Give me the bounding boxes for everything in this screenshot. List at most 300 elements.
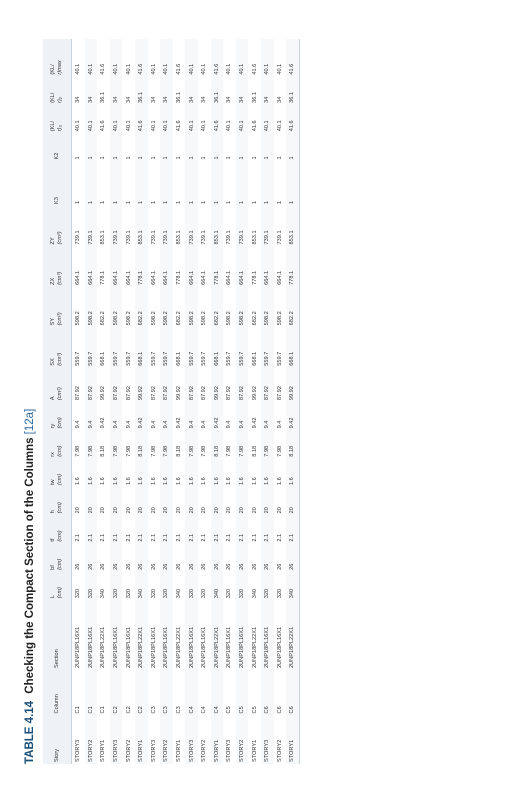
table-cell: 20	[251, 507, 258, 514]
column-header-unit: (cm)	[57, 558, 63, 570]
table-cell: 1	[211, 162, 224, 206]
table-cell: 664.1	[75, 270, 82, 285]
table-cell: 2.1	[185, 515, 198, 543]
table-cell: 87.92	[276, 386, 283, 401]
column-header	[43, 515, 72, 543]
table-cell: 1	[261, 133, 274, 161]
table-cell: 1.6	[226, 477, 233, 486]
column-header	[43, 246, 72, 286]
table-cell: 99.92	[135, 368, 148, 402]
column-header-name: SX	[50, 358, 57, 366]
table-cell: 739.1	[201, 230, 208, 245]
table-cell: 9.4	[201, 420, 208, 429]
table-cell: 1.6	[110, 459, 123, 487]
table-cell: 1.6	[211, 459, 224, 487]
header-row	[43, 39, 72, 764]
table-cell: 1	[226, 200, 233, 204]
table-cell: 598.2	[150, 311, 157, 326]
table-cell: 26	[160, 544, 173, 572]
table-cell: 320	[150, 588, 157, 599]
table-cell: 20	[226, 507, 233, 514]
table-cell: 598.2	[125, 311, 132, 326]
table-cell: 559.7	[261, 327, 274, 367]
table-cell: 40.1	[276, 120, 283, 132]
table-cell: 664.1	[185, 246, 198, 286]
table-cell: 2.1	[201, 533, 208, 542]
table-row	[122, 39, 135, 764]
table-cell: 1	[75, 200, 82, 204]
table-cell: 87.92	[85, 368, 98, 402]
table-cell: 34	[75, 96, 82, 103]
table-cell: 664.1	[261, 246, 274, 286]
table-cell: 1.6	[201, 477, 208, 486]
table-cell: 40.1	[261, 105, 274, 133]
table-cell: 668.1	[135, 327, 148, 367]
table-cell: 20	[160, 487, 173, 515]
table-cell: 20	[276, 507, 283, 514]
table-cell: 20	[211, 487, 224, 515]
table-cell: 41.6	[211, 105, 224, 133]
column-header-name: L	[50, 595, 57, 599]
table-cell: STORY1	[211, 715, 224, 764]
table-cell: 9.42	[135, 402, 148, 430]
table-cell: 8.18	[135, 430, 148, 458]
table-cell: 664.1	[110, 246, 123, 286]
column-header-name: (KL/	[50, 92, 57, 103]
table-cell: 1	[85, 133, 98, 161]
table-cell: 668.1	[211, 327, 224, 367]
table-cell: 41.6	[286, 105, 299, 133]
table-cell: 1.6	[185, 459, 198, 487]
table-cell: 1	[236, 133, 249, 161]
table-row	[173, 39, 186, 764]
column-header	[43, 402, 72, 430]
column-header-unit: (cm³)	[57, 231, 63, 245]
table-cell: 87.92	[75, 386, 82, 401]
table-cell: 1	[110, 133, 123, 161]
column-header-unit: r)max	[57, 60, 63, 75]
table-cell: STORY3	[110, 715, 123, 764]
table-cell: 682.2	[211, 287, 224, 327]
table-cell: 26	[286, 544, 299, 572]
table-cell: 36.1	[176, 92, 183, 103]
table-cell: 853.1	[251, 230, 258, 245]
column-header-name: A	[50, 396, 57, 401]
table-cell: 320	[110, 572, 123, 600]
column-header-unit: (cm³)	[57, 352, 63, 366]
table-cell: 87.92	[160, 368, 173, 402]
table-cell: 99.92	[211, 368, 224, 402]
table-cell: 1.6	[150, 477, 157, 486]
table-cell: 9.4	[261, 402, 274, 430]
table-cell: 20	[85, 487, 98, 515]
table-cell: 40.1	[261, 39, 274, 77]
table-cell: 739.1	[150, 230, 157, 245]
table-cell: C2	[125, 706, 132, 714]
table-cell: 87.92	[226, 386, 233, 401]
table-cell: 40.1	[185, 39, 198, 77]
table-cell: 87.92	[110, 368, 123, 402]
table-row	[198, 39, 211, 764]
table-cell: 26	[85, 544, 98, 572]
table-cell: 40.1	[75, 63, 82, 75]
table-cell: 26	[226, 563, 233, 570]
table-cell: 87.92	[125, 386, 132, 401]
table-cell: C5	[236, 670, 249, 716]
table-cell: 340	[176, 588, 183, 599]
table-cell: 853.1	[211, 206, 224, 246]
table-cell: 320	[75, 588, 82, 599]
table-cell: 340	[211, 572, 224, 600]
column-header-unit: (cm)	[57, 530, 63, 542]
table-cell: 1	[176, 156, 183, 160]
column-header-unit: (cm²)	[57, 387, 63, 401]
table-cell: 20	[125, 507, 132, 514]
table-cell: 1	[236, 162, 249, 206]
table-cell: 2UNP18PL16X1	[226, 626, 233, 668]
table-cell: 320	[85, 572, 98, 600]
table-cell: 9.42	[176, 417, 183, 429]
column-header-name: (KL/	[50, 120, 57, 132]
column-header-name: tf	[50, 538, 57, 542]
table-cell: 1.6	[236, 459, 249, 487]
table-cell: 1	[201, 156, 208, 160]
table-cell: 9.4	[236, 402, 249, 430]
table-cell: 34	[201, 96, 208, 103]
table-row	[148, 39, 161, 764]
table-label: TABLE 4.14	[24, 700, 36, 764]
table-cell: 26	[75, 563, 82, 570]
column-header	[43, 287, 72, 327]
table-cell: 1	[185, 133, 198, 161]
column-header	[43, 715, 72, 764]
table-cell: 664.1	[201, 270, 208, 285]
table-cell: 1	[211, 133, 224, 161]
table-cell: 34	[185, 77, 198, 105]
table-cell: STORY1	[176, 739, 183, 762]
table-cell: 20	[110, 487, 123, 515]
table-cell: 1	[276, 200, 283, 204]
table-cell: 41.6	[100, 63, 107, 75]
table-row	[72, 39, 85, 764]
table-cell: C3	[150, 706, 157, 714]
table-cell: 99.92	[100, 386, 107, 401]
table-cell: 26	[236, 544, 249, 572]
table-cell: 87.92	[150, 386, 157, 401]
table-cell: 778.1	[286, 246, 299, 286]
table-cell: 9.4	[276, 420, 283, 429]
table-cell: STORY1	[251, 739, 258, 762]
table-cell: 7.98	[185, 430, 198, 458]
table-cell: 2UNP18PL16X1	[201, 626, 208, 668]
table-cell: 1	[261, 162, 274, 206]
table-cell: 1	[135, 162, 148, 206]
table-cell: STORY2	[276, 739, 283, 762]
column-header-unit: (cm)	[57, 473, 63, 486]
column-header	[43, 368, 72, 402]
table-row	[135, 39, 148, 764]
table-cell: 34	[150, 96, 157, 103]
table-cell: 7.98	[125, 445, 132, 457]
table-cell: STORY3	[261, 715, 274, 764]
table-cell: 1	[150, 200, 157, 204]
table-cell: 1	[286, 133, 299, 161]
table-cell: 2.1	[251, 533, 258, 542]
table-cell: 340	[100, 588, 107, 599]
table-cell: 1	[286, 162, 299, 206]
table-cell: 7.98	[160, 430, 173, 458]
table-cell: 40.1	[85, 39, 98, 77]
table-cell: 2UNP18PL16X1	[110, 600, 123, 670]
table-cell: 320	[236, 572, 249, 600]
table-cell: 320	[226, 588, 233, 599]
table-reference: [12a]	[24, 408, 36, 435]
table-cell: 668.1	[251, 351, 258, 366]
table-cell: STORY1	[100, 739, 107, 762]
table-row	[85, 39, 98, 764]
table-cell: 9.4	[185, 402, 198, 430]
table-cell: 20	[236, 487, 249, 515]
table-cell: 20	[261, 487, 274, 515]
table-cell: STORY1	[286, 715, 299, 764]
table-cell: 1.6	[286, 459, 299, 487]
table-cell: 2.1	[236, 515, 249, 543]
table-cell: 1	[150, 156, 157, 160]
table-cell: 20	[185, 487, 198, 515]
table-cell: 40.1	[226, 63, 233, 75]
table-cell: C5	[251, 706, 258, 714]
table-cell: 41.6	[251, 120, 258, 132]
table-cell: 559.7	[185, 327, 198, 367]
table-cell: 778.1	[211, 246, 224, 286]
table-cell: 853.1	[176, 230, 183, 245]
column-header-name: tw	[50, 479, 57, 486]
table-cell: 8.18	[251, 445, 258, 457]
table-cell: 7.98	[276, 445, 283, 457]
table-cell: 26	[276, 563, 283, 570]
table-cell: STORY2	[201, 739, 208, 762]
table-row	[160, 39, 173, 764]
table-cell: STORY3	[150, 739, 157, 762]
table-cell: 320	[125, 588, 132, 599]
table-cell: 739.1	[226, 230, 233, 245]
table-cell: 2UNP18PL16X1	[261, 600, 274, 670]
table-row	[110, 39, 123, 764]
table-panel	[0, 29, 463, 774]
table-cell: 41.6	[286, 39, 299, 77]
table-title: Checking the Compact Section of the Columns	[24, 437, 36, 694]
column-header	[43, 105, 72, 133]
table-cell: C3	[160, 670, 173, 716]
table-cell: 559.7	[85, 327, 98, 367]
table-cell: 1.6	[176, 477, 183, 486]
table-cell: 99.92	[251, 386, 258, 401]
table-cell: 1	[135, 133, 148, 161]
table-cell: 559.7	[201, 351, 208, 366]
column-header-name: bf	[50, 565, 57, 570]
table-cell: 2.1	[286, 515, 299, 543]
table-cell: 99.92	[176, 386, 183, 401]
column-header-unit: (cm³)	[57, 271, 63, 285]
table-cell: 41.6	[211, 39, 224, 77]
table-cell: 20	[135, 487, 148, 515]
table-cell: 739.1	[85, 206, 98, 246]
table-cell: 668.1	[100, 351, 107, 366]
table-cell: 7.98	[201, 445, 208, 457]
table-cell: 320	[261, 572, 274, 600]
column-header	[43, 133, 72, 161]
table-cell: 41.6	[176, 120, 183, 132]
table-cell: 2UNP18PL22X1	[286, 600, 299, 670]
table-cell: 40.1	[236, 39, 249, 77]
table-cell: 20	[100, 507, 107, 514]
table-cell: 36.1	[100, 92, 107, 103]
table-cell: 739.1	[236, 206, 249, 246]
table-cell: 2.1	[125, 533, 132, 542]
table-cell: 26	[211, 544, 224, 572]
column-header-name: Column	[53, 694, 60, 714]
table-cell: 664.1	[160, 246, 173, 286]
table-cell: 26	[110, 544, 123, 572]
table-cell: 739.1	[110, 206, 123, 246]
table-cell: 40.1	[125, 120, 132, 132]
table-cell: 2UNP18PL16X1	[276, 626, 283, 668]
table-cell: 8.18	[100, 445, 107, 457]
column-header	[43, 206, 72, 246]
table-cell: 40.1	[110, 105, 123, 133]
table-cell: 8.18	[211, 430, 224, 458]
column-header	[43, 670, 72, 716]
table-cell: 9.4	[75, 420, 82, 429]
column-header	[43, 487, 72, 515]
table-cell: 40.1	[226, 120, 233, 132]
table-cell: 26	[201, 563, 208, 570]
table-cell: 36.1	[251, 92, 258, 103]
table-cell: 40.1	[201, 120, 208, 132]
column-header-name: K2	[53, 152, 60, 160]
table-cell: 1.6	[261, 459, 274, 487]
table-cell: 40.1	[85, 105, 98, 133]
column-header-unit: (cm)	[57, 417, 63, 429]
table-cell: 36.1	[211, 77, 224, 105]
table-cell: 778.1	[135, 246, 148, 286]
table-cell: 26	[150, 563, 157, 570]
table-cell: 2UNP18PL16X1	[150, 626, 157, 668]
table-cell: 668.1	[176, 351, 183, 366]
table-cell: 598.2	[201, 311, 208, 326]
table-cell: 1	[125, 200, 132, 204]
table-cell: 559.7	[160, 327, 173, 367]
table-cell: 682.2	[251, 311, 258, 326]
table-cell: 559.7	[236, 327, 249, 367]
table-cell: 340	[251, 588, 258, 599]
table-cell: 9.4	[160, 402, 173, 430]
table-cell: 34	[261, 77, 274, 105]
table-cell: 87.92	[185, 368, 198, 402]
column-header-name: Section	[53, 649, 60, 668]
table-cell: C5	[226, 706, 233, 714]
table-cell: 40.1	[201, 63, 208, 75]
table-cell: 20	[75, 507, 82, 514]
table-cell: 9.42	[251, 417, 258, 429]
table-cell: 2.1	[226, 533, 233, 542]
column-header	[43, 430, 72, 458]
table-cell: 664.1	[85, 246, 98, 286]
table-cell: 1.6	[135, 459, 148, 487]
table-cell: 34	[226, 96, 233, 103]
table-cell: C4	[211, 670, 224, 716]
table-cell: STORY3	[226, 739, 233, 762]
table-cell: 87.92	[236, 368, 249, 402]
table-cell: 1	[85, 162, 98, 206]
table-cell: 9.4	[150, 420, 157, 429]
table-cell: 36.1	[286, 77, 299, 105]
table-cell: 340	[286, 572, 299, 600]
table-cell: 559.7	[110, 327, 123, 367]
table-row	[261, 39, 274, 764]
table-cell: 320	[160, 572, 173, 600]
column-header	[43, 544, 72, 572]
table-cell: 40.1	[150, 120, 157, 132]
table-cell: 598.2	[185, 287, 198, 327]
table-cell: 7.98	[75, 445, 82, 457]
table-cell: 2.1	[160, 515, 173, 543]
table-cell: 778.1	[251, 270, 258, 285]
table-row	[185, 39, 198, 764]
table-cell: STORY3	[75, 739, 82, 762]
table-cell: 1.6	[85, 459, 98, 487]
table-cell: 87.92	[261, 368, 274, 402]
table-cell: 9.4	[85, 402, 98, 430]
table-cell: C1	[85, 670, 98, 716]
table-cell: 1	[125, 156, 132, 160]
table-body	[72, 39, 300, 764]
table-row	[97, 39, 110, 764]
table-cell: 2UNP18PL22X1	[176, 626, 183, 668]
table-cell: 559.7	[75, 351, 82, 366]
table-cell: 2.1	[261, 515, 274, 543]
table-cell: C4	[185, 670, 198, 716]
column-header-unit: (cm)	[57, 587, 63, 599]
table-cell: 40.1	[160, 105, 173, 133]
table-cell: 340	[135, 572, 148, 600]
table-cell: 1	[75, 156, 82, 160]
data-table	[43, 39, 300, 764]
table-cell: 20	[176, 507, 183, 514]
table-cell: 1	[251, 156, 258, 160]
table-cell: 34	[236, 77, 249, 105]
table-cell: 598.2	[110, 287, 123, 327]
table-cell: 320	[185, 572, 198, 600]
table-cell: 2UNP18PL16X1	[125, 626, 132, 668]
table-cell: C6	[286, 670, 299, 716]
table-row	[248, 39, 261, 764]
column-header-name: Story	[53, 748, 60, 762]
table-cell: 41.6	[100, 120, 107, 132]
table-cell: 664.1	[150, 270, 157, 285]
table-cell: 34	[125, 96, 132, 103]
table-cell: 739.1	[261, 206, 274, 246]
table-cell: 2.1	[211, 515, 224, 543]
column-header-name: ry	[50, 423, 57, 429]
table-row	[236, 39, 249, 764]
column-header-name: (KL/	[50, 64, 57, 75]
table-cell: 9.42	[211, 402, 224, 430]
table-cell: 34	[110, 77, 123, 105]
table-cell: 26	[125, 563, 132, 570]
column-header	[43, 162, 72, 206]
table-cell: 2UNP18PL16X1	[85, 600, 98, 670]
